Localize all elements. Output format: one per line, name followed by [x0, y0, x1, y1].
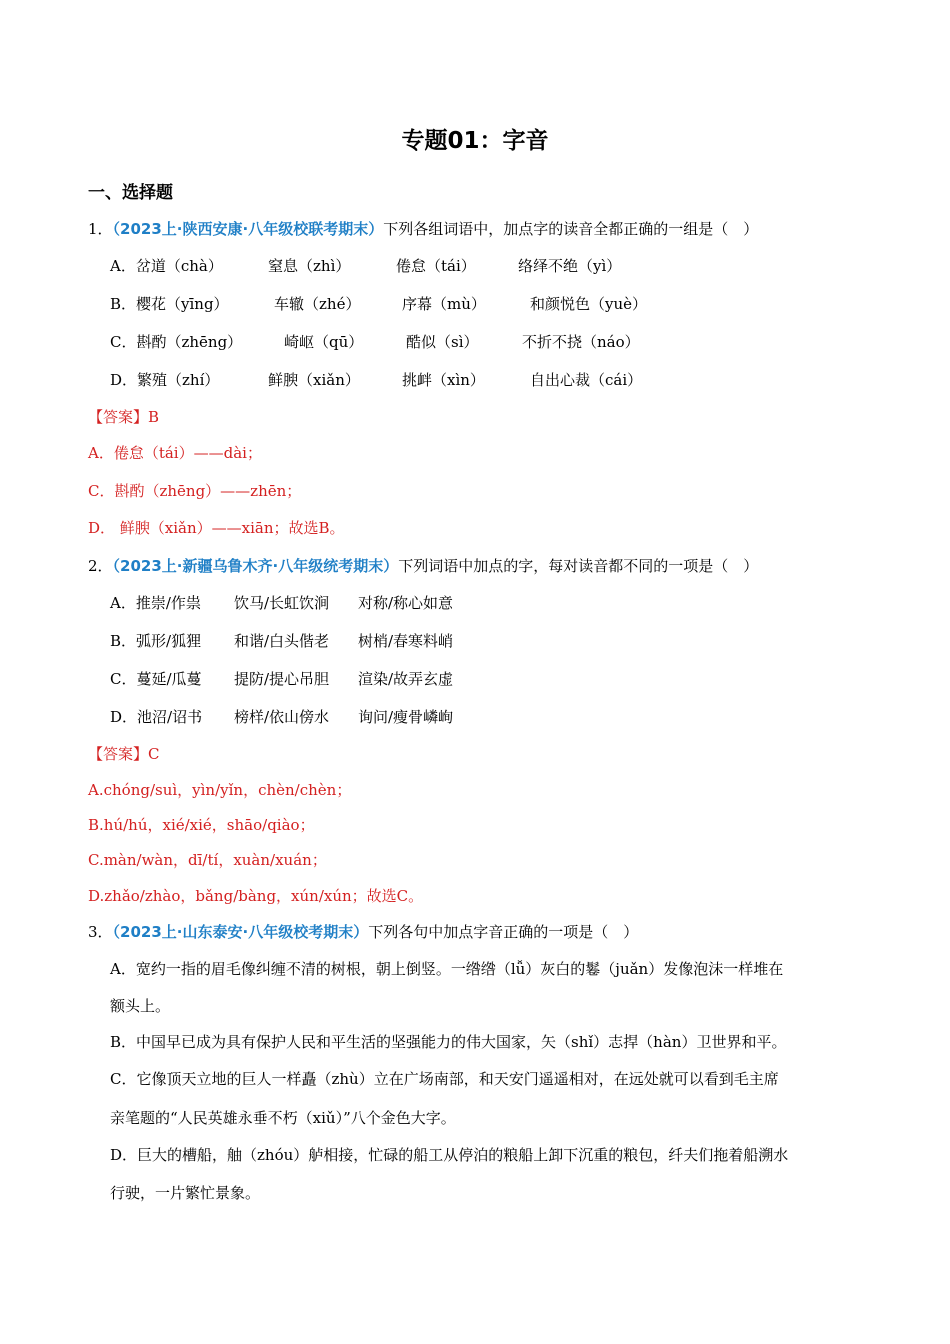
option-cell: D．池沼/诏书 — [110, 708, 203, 726]
option-cell: 树梢/春寒料峭 — [358, 632, 454, 650]
option-cell: 不折不挠（náo） — [522, 333, 640, 351]
answer-value: C — [148, 745, 160, 763]
option-cell: 对称/称心如意 — [358, 594, 454, 612]
answer-value: B — [148, 408, 160, 426]
option-cell: 和颜悦色（yuè） — [530, 295, 648, 313]
option-line: 额头上。 — [110, 997, 171, 1015]
option-cell: 序幕（mù） — [402, 295, 486, 313]
option-cell: 饮马/长虹饮涧 — [234, 594, 330, 612]
option-cell: 窒息（zhì） — [268, 257, 351, 275]
option-cell: A．岔道（chà） — [110, 257, 223, 275]
question-number: 1． — [88, 220, 113, 238]
option-cell: 鲜腴（xiǎn） — [268, 371, 360, 389]
question-2-stem — [88, 554, 868, 578]
option-row — [110, 591, 890, 615]
option-cell: 崎岖（qū） — [284, 333, 364, 351]
option-row — [110, 330, 890, 354]
option-cell: 询问/瘦骨嶙峋 — [358, 708, 454, 726]
question-3-stem — [88, 920, 868, 944]
option-row — [110, 667, 890, 691]
option-cell: 挑衅（xìn） — [402, 371, 485, 389]
option-row — [110, 368, 890, 392]
option-cell: D．繁殖（zhí） — [110, 371, 220, 389]
explanation-line: C.màn/wàn，dī/tí，xuàn/xuán； — [88, 851, 327, 869]
option-line: 行驶，一片繁忙景象。 — [110, 1184, 261, 1202]
option-line: A．宽约一指的眉毛像纠缠不清的树根，朝上倒竖。一绺绺（lǚ）灰白的鬈（juǎn）发像泡沫一样堆在 — [110, 960, 784, 978]
option-cell: C．蔓延/瓜蔓 — [110, 670, 202, 688]
question-source: （2023上·陕西安康·八年级校联考期末） — [112, 220, 384, 238]
option-cell: A．推崇/作祟 — [110, 594, 201, 612]
question-number: 2． — [88, 557, 113, 575]
option-cell: 酷似（sì） — [406, 333, 479, 351]
section-heading: 一、选择题 — [88, 183, 173, 203]
answer-tag: 【答案】 — [88, 745, 149, 763]
answer-tag: 【答案】 — [88, 408, 149, 426]
answer-line — [88, 742, 868, 766]
option-cell: 络绎不绝（yì） — [518, 257, 622, 275]
question-text: 下列各组词语中，加点字的读音全都正确的一组是（ ） — [383, 220, 759, 238]
option-cell: B．樱花（yīng） — [110, 295, 229, 313]
option-cell: 倦怠（tái） — [396, 257, 476, 275]
answer-line — [88, 405, 868, 429]
option-row — [110, 629, 890, 653]
option-cell: 车辙（zhé） — [274, 295, 361, 313]
option-cell: 自出心裁（cái） — [530, 371, 643, 389]
option-cell: B．弧形/狐狸 — [110, 632, 202, 650]
question-text: 下列词语中加点的字，每对读音都不同的一项是（ ） — [398, 557, 759, 575]
question-source: （2023上·山东泰安·八年级校考期末） — [112, 923, 369, 941]
question-number: 3． — [88, 923, 113, 941]
option-row — [110, 292, 890, 316]
option-cell: 和谐/白头偕老 — [234, 632, 330, 650]
option-line: C．它像顶天立地的巨人一样矗（zhù）立在广场南部，和天安门遥遥相对，在远处就可以看到毛主席 — [110, 1070, 779, 1088]
option-row — [110, 254, 890, 278]
option-cell: 渲染/故弄玄虚 — [358, 670, 454, 688]
explanation-line: B.hú/hú，xié/xié，shāo/qiào； — [88, 816, 315, 834]
option-cell: 榜样/依山傍水 — [234, 708, 330, 726]
explanation-line: C．斟酌（zhēng）——zhēn； — [88, 482, 302, 500]
question-source: （2023上·新疆乌鲁木齐·八年级统考期末） — [112, 557, 399, 575]
question-1-stem — [88, 217, 868, 241]
option-line: B．中国早已成为具有保护人民和平生活的坚强能力的伟大国家，矢（shǐ）志捍（hàn）卫世界和平。 — [110, 1033, 787, 1051]
explanation-line: A.chóng/suì，yìn/yǐn，chèn/chèn； — [88, 781, 352, 799]
explanation-line: D.zhǎo/zhào，bǎng/bàng，xún/xún；故选C。 — [88, 887, 424, 905]
explanation-line: A．倦怠（tái）——dài； — [88, 444, 262, 462]
option-row — [110, 705, 890, 729]
option-line: 亲笔题的“人民英雄永垂不朽（xiǔ）”八个金色大字。 — [110, 1109, 456, 1127]
explanation-line: D． 鲜腴（xiǎn）——xiān；故选B。 — [88, 519, 345, 537]
option-cell: 提防/提心吊胆 — [234, 670, 330, 688]
option-line: D．巨大的槽船，舳（zhóu）舻相接，忙碌的船工从停泊的粮船上卸下沉重的粮包，纤夫们拖着船溯水 — [110, 1146, 789, 1164]
question-text: 下列各句中加点字音正确的一项是（ ） — [368, 923, 639, 941]
option-cell: C．斟酌（zhēng） — [110, 333, 243, 351]
page-title: 专题01：字音 — [401, 128, 549, 154]
